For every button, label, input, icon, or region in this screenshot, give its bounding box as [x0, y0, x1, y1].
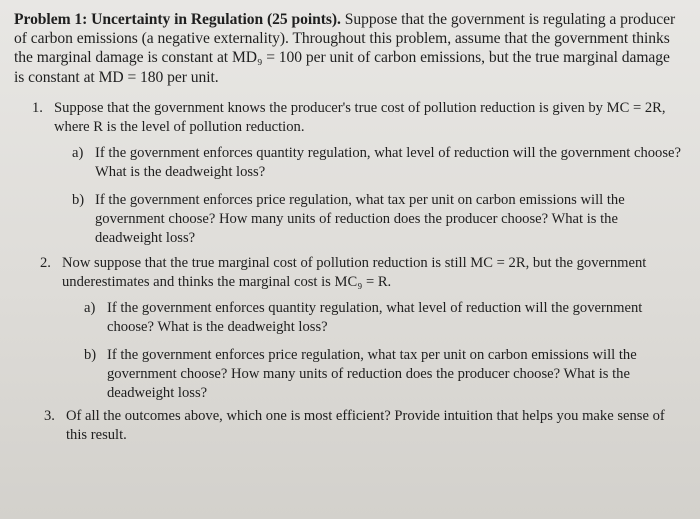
- question-1b: [72, 191, 684, 248]
- question-number: 3.: [44, 407, 55, 424]
- question-2b: [84, 346, 684, 403]
- part-text: If the government enforces quantity regulation, what level of reduction will the government choose? What is the deadweight loss?: [95, 144, 681, 180]
- part-label: a): [72, 144, 84, 161]
- question-text: Now suppose that the true marginal cost of pollution reduction is still MC = 2R, but the government underestimates and thinks the marginal cost is MC₉ = R.: [62, 254, 647, 290]
- question-number: 2.: [40, 254, 51, 271]
- question-3: [44, 407, 684, 445]
- question-number: 1.: [32, 99, 43, 116]
- problem-intro: [14, 10, 684, 87]
- question-text: Of all the outcomes above, which one is most efficient? Provide intuition that helps you make sense of this result.: [66, 407, 665, 443]
- part-label: b): [84, 346, 97, 363]
- problem-title: Problem 1: Uncertainty in Regulation (25 points).: [14, 11, 341, 28]
- question-2: [40, 254, 684, 403]
- question-1: [32, 99, 684, 248]
- part-text: If the government enforces quantity regulation, what level of reduction will the government choose? What is the deadweight loss?: [107, 299, 643, 335]
- question-text: Suppose that the government knows the producer's true cost of pollution reduction is given by MC = 2R, where R is the level of pollution reduction.: [54, 99, 666, 135]
- part-label: a): [84, 299, 96, 316]
- problem-description: Suppose that the government is regulating a producer of carbon emissions (a negative externality). Throughout this problem, assume that the government thinks the marginal damage is constant at MD₉ = 100 per unit of carbon emissions, but the true marginal damage is constant at MD = 180 per unit.: [14, 11, 676, 86]
- question-2a: [84, 299, 684, 337]
- question-1a: [72, 144, 684, 182]
- part-text: If the government enforces price regulation, what tax per unit on carbon emissions will the government choose? How many units of reduction does the producer choose? What is the deadweight loss?: [95, 191, 625, 246]
- part-label: b): [72, 191, 85, 208]
- part-text: If the government enforces price regulation, what tax per unit on carbon emissions will the government choose? How many units of reduction does the producer choose? What is the deadweight loss?: [107, 346, 637, 401]
